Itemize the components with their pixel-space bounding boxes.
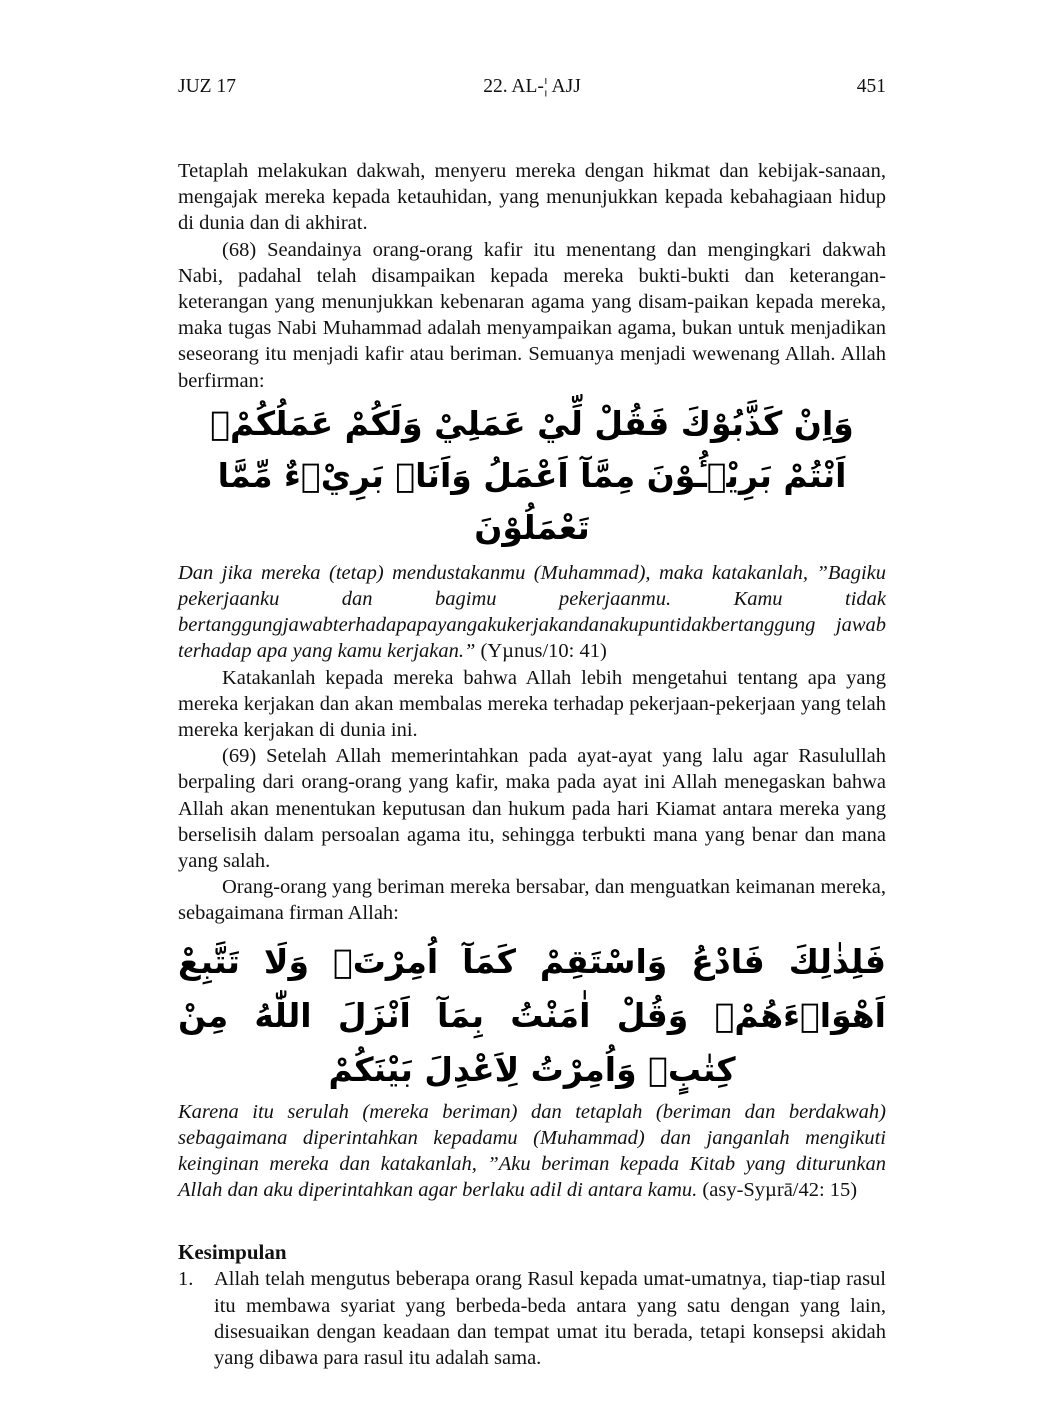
verse-translation-syura (178, 1099, 886, 1204)
list-item (178, 1266, 886, 1371)
arabic-verse-yunus-41: وَاِنْ كَذَّبُوْكَ فَقُلْ لِّيْ عَمَلِيْ وَلَكُمْ عَمَلُكُمْۚ اَنْتُمْ بَرِيْۤـُٔوْنَ مِمَّآ اَعْمَلُ وَاَنَا۠ بَرِيْۤءٌ مِّمَّا تَعْمَلُوْنَ (210, 403, 854, 547)
page-number: 451 (856, 76, 886, 97)
translation-text: Karena itu serulah (mereka beriman) dan tetaplah (beriman dan berdakwah) sebagaimana diperintahkan kepadamu (Muhammad) dan janganlah mengikuti keinginan mereka dan katakanlah, ”Aku beriman kepada Kitab yang diturunkan Allah dan aku diperintahkan agar berlaku adil di antara kamu. (178, 1100, 886, 1202)
book-page (178, 70, 886, 1371)
paragraph-believers: Orang-orang yang beriman mereka bersabar, dan menguatkan keimanan mereka, sebagaimana firman Allah: (178, 876, 886, 925)
paragraph-explanation: Katakanlah kepada mereka bahwa Allah lebih mengetahui tentang apa yang mereka kerjakan dan akan membalas mereka terhadap pekerjaan-pekerjaan yang telah mereka kerjakan di dunia ini. (178, 666, 886, 742)
juz-label: JUZ 17 (178, 76, 236, 97)
running-header (178, 70, 886, 106)
list-item-number: 1. (178, 1268, 194, 1291)
paragraph-verse-68: (68) Seandainya orang-orang kafir itu menentang dan mengingkari dakwah Nabi, padahal telah disampaikan kepada mereka bukti-bukti dan keterangan-keterangan yang menunjukkan kebenaran agama yang disam-paikan kepada mereka, maka tugas Nabi Muhammad adalah menyampaikan agama, bukan untuk menjadikan seseorang itu menjadi kafir atau beriman. Semuanya menjadi wewenang Allah. Allah berfirman: (178, 238, 886, 392)
paragraph-verse-69: (69) Setelah Allah memerintahkan pada ayat-ayat yang lalu agar Rasulullah berpaling dari orang-orang yang kafir, maka pada ayat ini Allah menegaskan bahwa Allah akan menentukan keputusan dan hukum pada hari Kiamat antara mereka yang berselisih dalam persoalan agama itu, sehingga terbukti mana yang benar dan mana yang salah. (178, 745, 886, 873)
verse-reference: (asy-Syµrā/42: 15) (702, 1179, 858, 1202)
conclusion-list (178, 1266, 886, 1371)
surah-title: 22. AL-¦ AJJ (483, 76, 581, 97)
translation-text: Dan jika mereka (tetap) mendustakanmu (Muhammad), maka katakanlah, ”Bagiku pekerjaanku dan bagimu pekerjaanmu. Kamu tidak bertanggungjawabterhadapapayangakukerjakandanakupuntidakbertanggung jawab terhadap apa yang kamu kerjakan.” (178, 561, 886, 663)
arabic-verse-syura-15: فَلِذٰلِكَ فَادْعُ وَاسْتَقِمْ كَمَآ اُمِرْتَۚ وَلَا تَتَّبِعْ اَهْوَاۤءَهُمْۚ وَقُلْ اٰمَنْتُ بِمَآ اَنْزَلَ اللّٰهُ مِنْ كِتٰبٍۚ وَاُمِرْتُ لِاَعْدِلَ بَيْنَكُمْ (178, 941, 886, 1089)
list-item-text: Allah telah mengutus beberapa orang Rasul kepada umat-umatnya, tiap-tiap rasul itu membawa syariat yang berbeda-beda antara yang satu dengan yang lain, disesuaikan dengan keadaan dan tempat umat itu berada, tetapi konsepsi akidah yang dibawa para rasul itu adalah sama. (214, 1268, 886, 1370)
paragraph-intro: Tetaplah melakukan dakwah, menyeru mereka dengan hikmat dan kebijak-sanaan, mengajak mereka kepada ketauhidan, yang menunjukkan kepada kebahagiaan hidup di dunia dan di akhirat. (178, 160, 886, 235)
verse-translation-yunus (178, 560, 886, 665)
verse-reference: (Yµnus/10: 41) (480, 640, 607, 663)
page-body (178, 158, 886, 1371)
conclusion-heading: Kesimpulan (178, 1240, 287, 1265)
